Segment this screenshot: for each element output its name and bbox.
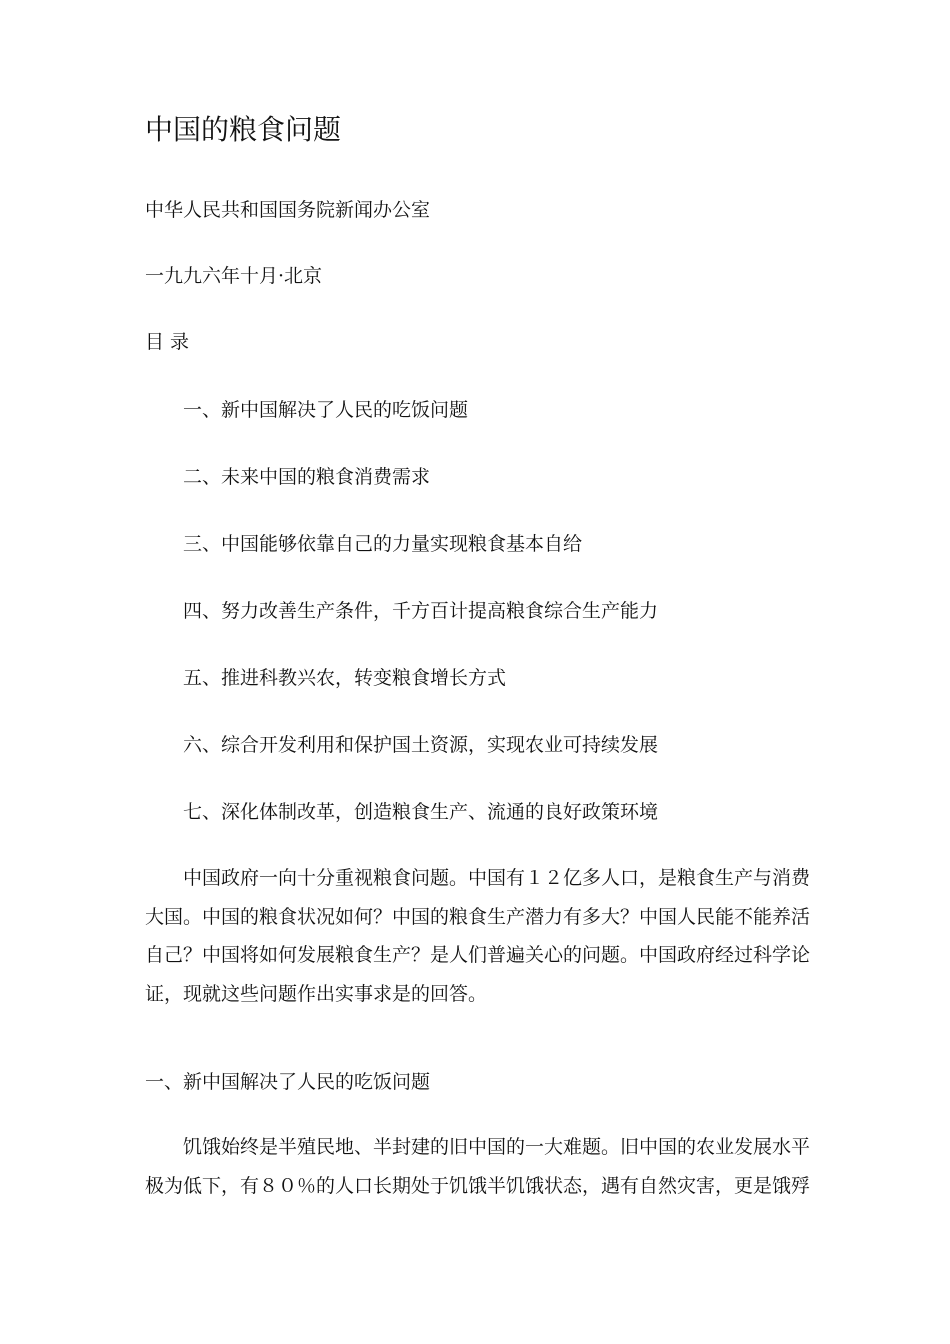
toc-item-7: 七、深化体制改革，创造粮食生产、流通的良好政策环境: [183, 801, 659, 823]
section-heading-1: 一、新中国解决了人民的吃饭问题: [145, 1071, 431, 1093]
issuer-line: 中华人民共和国国务院新闻办公室: [145, 199, 431, 221]
toc-item-3: 三、中国能够依靠自己的力量实现粮食基本自给: [183, 533, 583, 555]
toc-item-6: 六、综合开发利用和保护国土资源，实现农业可持续发展: [183, 734, 659, 756]
toc-item-5: 五、推进科教兴农，转变粮食增长方式: [183, 667, 507, 689]
document-title: 中国的粮食问题: [145, 113, 342, 146]
toc-heading: 目 录: [145, 331, 190, 353]
date-place-line: 一九九六年十月·北京: [145, 265, 323, 287]
toc-item-2: 二、未来中国的粮食消费需求: [183, 466, 431, 488]
intro-paragraph: 中国政府一向十分重视粮食问题。中国有１２亿多人口，是粮食生产与消费大国。中国的粮食状况如何？中国的粮食生产潜力有多大？中国人民能不能养活自己？中国将如何发展粮食生产？是人们普遍关心的问题。中国政府经过科学论证，现就这些问题作出实事求是的回答。: [145, 867, 811, 1005]
toc-item-1: 一、新中国解决了人民的吃饭问题: [183, 399, 469, 421]
toc-item-4: 四、努力改善生产条件，千方百计提高粮食综合生产能力: [183, 600, 659, 622]
section-1-paragraph: 饥饿始终是半殖民地、半封建的旧中国的一大难题。旧中国的农业发展水平极为低下，有８０％的人口长期处于饥饿半饥饿状态，遇有自然灾害，更是饿殍: [145, 1136, 811, 1197]
